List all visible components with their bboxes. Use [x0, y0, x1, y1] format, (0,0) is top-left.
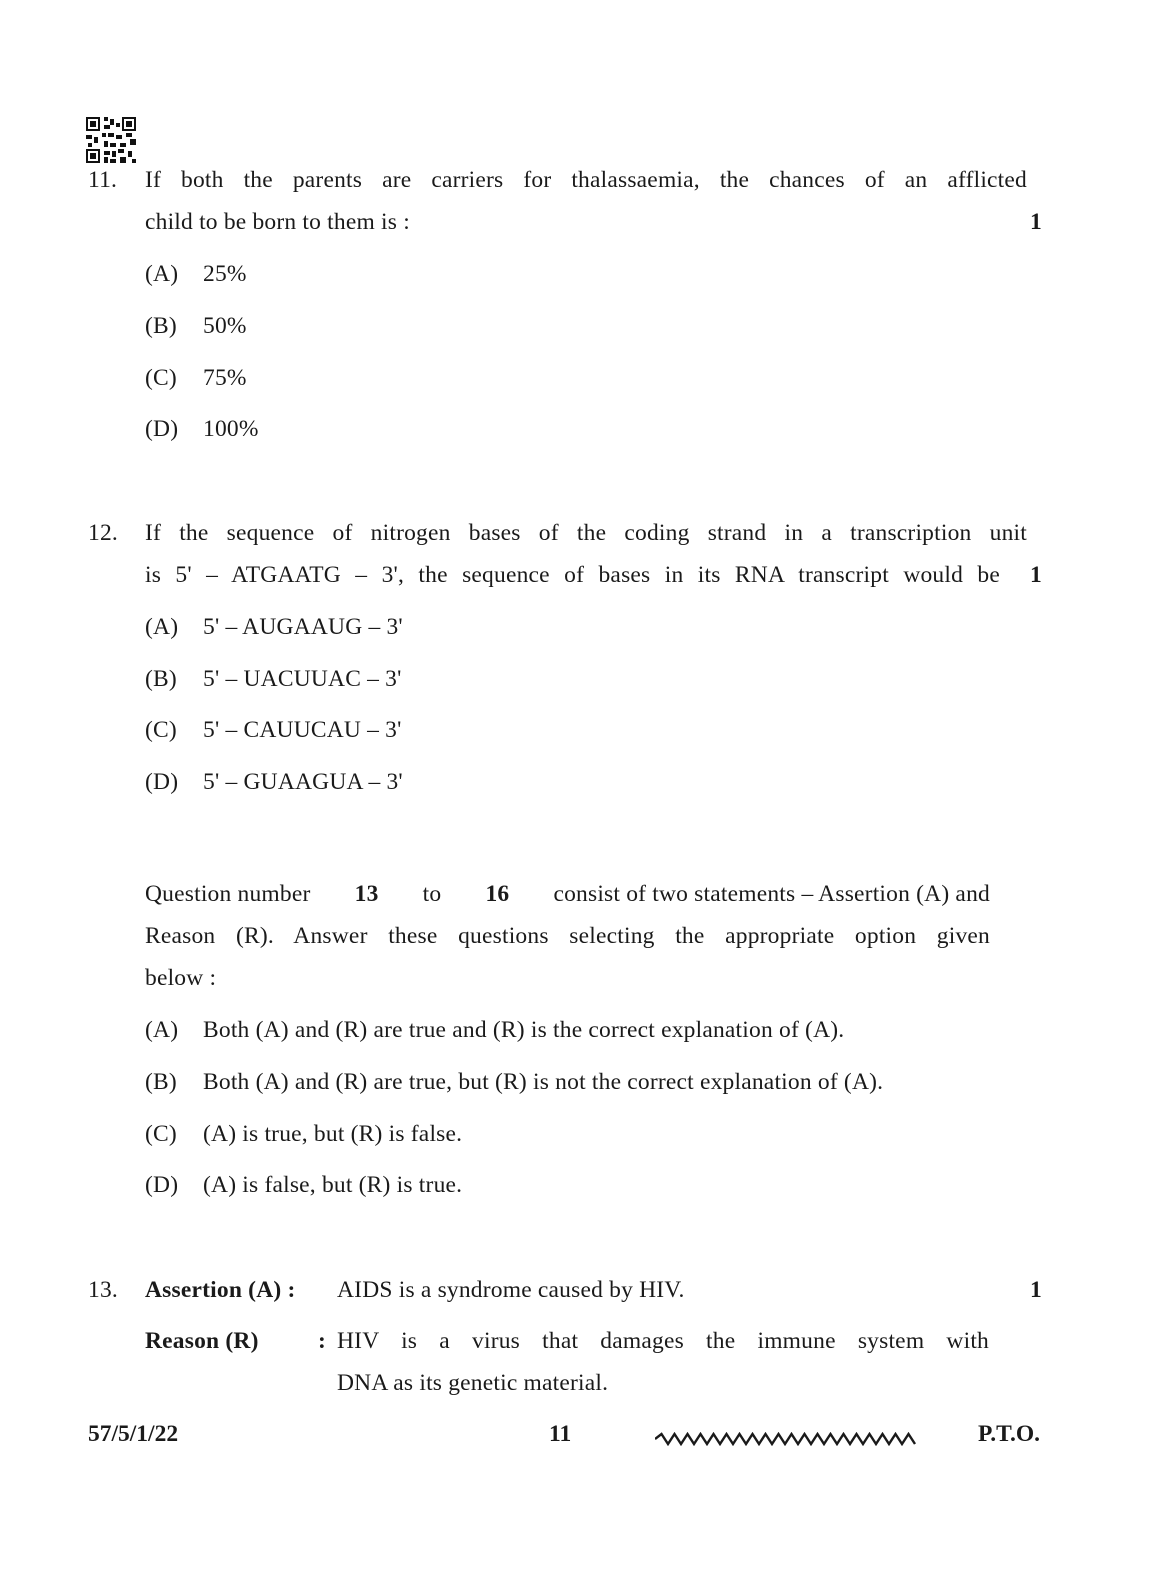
option-label: (A): [145, 1017, 179, 1043]
option-label: (C): [145, 1121, 177, 1147]
question-text-line: is 5' – ATGAATG – 3', the sequence of bases in its RNA transcript would be: [145, 562, 1000, 588]
option-text: 5' – GUAAGUA – 3': [203, 769, 403, 795]
option-label: (D): [145, 769, 179, 795]
option-text: 25%: [203, 261, 247, 287]
option-text: Both (A) and (R) are true and (R) is the correct explanation of (A).: [203, 1017, 845, 1043]
question-number: 13.: [88, 1277, 118, 1303]
instruction-line: below :: [145, 965, 217, 991]
option-text: 5' – UACUUAC – 3': [203, 666, 402, 692]
option-label: (D): [145, 416, 179, 442]
option-text: 5' – CAUUCAU – 3': [203, 717, 402, 743]
qr-code-image: [86, 117, 136, 163]
reason-colon: :: [318, 1328, 327, 1354]
instruction-text: Question number: [145, 881, 311, 907]
question-text-line: If the sequence of nitrogen bases of the coding strand in a transcription unit: [145, 520, 1027, 546]
marks-label: 1: [1030, 209, 1042, 235]
option-label: (B): [145, 313, 177, 339]
marks-label: 1: [1030, 562, 1042, 588]
reason-label: Reason (R): [145, 1328, 259, 1354]
option-text: Both (A) and (R) are true, but (R) is not the correct explanation of (A).: [203, 1069, 884, 1095]
marks-label: 1: [1030, 1277, 1042, 1303]
instruction-text: consist of two statements – Assertion (A) and: [553, 881, 990, 907]
option-label: (B): [145, 1069, 177, 1095]
option-text: 75%: [203, 365, 247, 391]
reason-text-line: DNA as its genetic material.: [337, 1370, 609, 1396]
instruction-number: 13: [354, 881, 379, 907]
question-text-line: If both the parents are carriers for thalassaemia, the chances of an afflicted: [145, 167, 1027, 193]
question-text-line: child to be born to them is :: [145, 209, 410, 235]
option-label: (C): [145, 365, 177, 391]
pto-label: P.T.O.: [978, 1421, 1041, 1447]
option-text: 50%: [203, 313, 247, 339]
option-text: (A) is false, but (R) is true.: [203, 1172, 463, 1198]
reason-text-line: HIV is a virus that damages the immune system with: [337, 1328, 989, 1354]
instruction-line: [145, 880, 990, 908]
option-label: (B): [145, 666, 177, 692]
question-number: 11.: [88, 167, 118, 193]
question-number: 12.: [88, 520, 118, 546]
option-label: (A): [145, 614, 179, 640]
assertion-label: Assertion (A) :: [145, 1277, 296, 1303]
option-label: (C): [145, 717, 177, 743]
page-number: 11: [549, 1421, 572, 1447]
instruction-number: 16: [485, 881, 510, 907]
option-text: (A) is true, but (R) is false.: [203, 1121, 463, 1147]
instruction-line: Reason (R). Answer these questions selecting the appropriate option given: [145, 923, 990, 949]
assertion-text: AIDS is a syndrome caused by HIV.: [337, 1277, 685, 1303]
option-label: (A): [145, 261, 179, 287]
option-text: 5' – AUGAAUG – 3': [203, 614, 403, 640]
paper-code: 57/5/1/22: [88, 1421, 179, 1447]
option-label: (D): [145, 1172, 179, 1198]
instruction-text: to: [422, 881, 442, 907]
wavy-line-decoration: [655, 1432, 917, 1446]
option-text: 100%: [203, 416, 259, 442]
